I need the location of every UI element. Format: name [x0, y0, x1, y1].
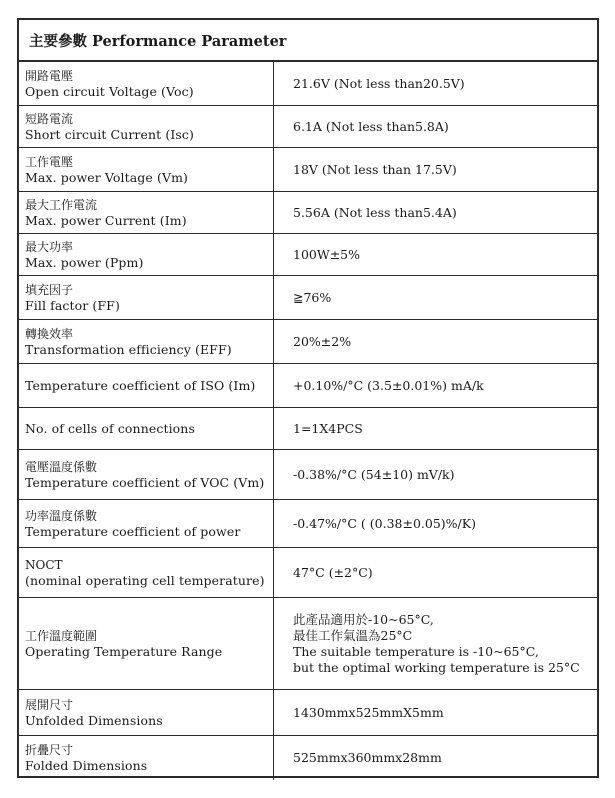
parameter-value — [274, 598, 597, 689]
parameter-label — [19, 148, 274, 191]
parameter-value-line: 20%±2% — [293, 333, 352, 349]
parameter-value-line: 21.6V (Not less than20.5V) — [293, 75, 465, 91]
parameter-value — [274, 148, 597, 191]
parameter-name-en: Short circuit Current (Isc) — [25, 126, 194, 142]
parameter-label — [19, 598, 274, 689]
parameter-name-en: Max. power Current (Im) — [25, 212, 187, 228]
parameter-name-zh: 最大工作電流 — [25, 197, 98, 212]
table-row — [19, 62, 597, 106]
table-row — [19, 106, 597, 148]
table-row — [19, 276, 597, 320]
parameter-name-en: Temperature coefficient of VOC (Vm) — [25, 474, 265, 490]
parameter-value — [274, 364, 597, 407]
parameter-value-line: 最佳工作氣溫為25°C — [293, 627, 413, 643]
parameter-name-en: Folded Dimensions — [25, 758, 148, 773]
table-row — [19, 548, 597, 598]
parameter-value-line: 18V (Not less than 17.5V) — [293, 161, 457, 177]
parameter-name-zh: NOCT — [25, 557, 63, 572]
parameter-name-zh: 工作電壓 — [25, 154, 74, 169]
parameter-name-en: (nominal operating cell temperature) — [25, 572, 265, 588]
parameter-name-zh: 最大功率 — [25, 239, 74, 254]
parameter-name-en: Operating Temperature Range — [25, 643, 223, 659]
parameter-table — [17, 18, 599, 778]
parameter-value — [274, 106, 597, 147]
parameter-value-line: ≧76% — [293, 289, 332, 305]
table-title: 主要參數 Performance Parameter — [19, 20, 597, 62]
parameter-label — [19, 736, 274, 780]
parameter-value — [274, 450, 597, 499]
parameter-label — [19, 106, 274, 147]
table-row — [19, 234, 597, 276]
parameter-label — [19, 500, 274, 547]
table-row — [19, 364, 597, 408]
table-row — [19, 148, 597, 192]
parameter-name-zh: 轉換效率 — [25, 326, 74, 341]
parameter-value-line: -0.38%/°C (54±10) mV/k) — [293, 466, 455, 482]
parameter-name-en: Max. power Voltage (Vm) — [25, 169, 189, 185]
parameter-name-zh: 開路電壓 — [25, 68, 74, 83]
parameter-value — [274, 736, 597, 780]
parameter-value-line: 47°C (±2°C) — [293, 564, 373, 580]
parameter-name-zh: 功率溫度係數 — [25, 508, 98, 523]
table-row — [19, 736, 597, 780]
parameter-name-en: Transformation efficiency (EFF) — [25, 341, 232, 357]
parameter-name-zh: 折疊尺寸 — [25, 743, 74, 757]
parameter-label — [19, 548, 274, 597]
parameter-name-en: Open circuit Voltage (Voc) — [25, 83, 194, 99]
parameter-value — [274, 62, 597, 105]
parameter-label — [19, 364, 274, 407]
parameter-value — [274, 320, 597, 363]
parameter-value-line: 此產品適用於-10~65°C, — [293, 611, 434, 627]
parameter-label — [19, 276, 274, 319]
parameter-name-zh: 展開尺寸 — [25, 697, 74, 712]
parameter-label — [19, 192, 274, 233]
parameter-name-en: Max. power (Ppm) — [25, 254, 144, 270]
table-row — [19, 598, 597, 690]
parameter-name-en: Unfolded Dimensions — [25, 712, 163, 728]
parameter-label — [19, 62, 274, 105]
table-row — [19, 450, 597, 500]
table-row — [19, 500, 597, 548]
table-row — [19, 320, 597, 364]
parameter-value — [274, 500, 597, 547]
parameter-label — [19, 408, 274, 449]
parameter-name-zh: 工作溫度範圍 — [25, 628, 98, 643]
table-body — [19, 62, 597, 780]
parameter-value-line: 1430mmx525mmX5mm — [293, 704, 444, 720]
parameter-value — [274, 276, 597, 319]
parameter-name-en: No. of cells of connections — [25, 420, 195, 436]
parameter-value — [274, 690, 597, 735]
parameter-value-line: 1=1X4PCS — [293, 420, 363, 436]
table-row — [19, 408, 597, 450]
parameter-label — [19, 450, 274, 499]
parameter-value — [274, 192, 597, 233]
parameter-value-line: 6.1A (Not less than5.8A) — [293, 118, 449, 134]
parameter-name-en: Fill factor (FF) — [25, 297, 120, 313]
table-row — [19, 690, 597, 736]
parameter-value-line: 525mmx360mmx28mm — [293, 750, 442, 765]
parameter-label — [19, 320, 274, 363]
parameter-name-en: Temperature coefficient of ISO (Im) — [25, 377, 256, 393]
parameter-value-line: 100W±5% — [293, 246, 361, 262]
parameter-name-zh: 電壓溫度係數 — [25, 459, 98, 474]
parameter-value — [274, 548, 597, 597]
parameter-label — [19, 234, 274, 275]
table-row — [19, 192, 597, 234]
parameter-value-line: but the optimal working temperature is 25°C — [293, 659, 580, 675]
parameter-name-en: Temperature coefficient of power — [25, 523, 241, 539]
parameter-value-line: The suitable temperature is -10~65°C, — [293, 643, 539, 659]
parameter-value-line: 5.56A (Not less than5.4A) — [293, 204, 457, 220]
parameter-value-line: -0.47%/°C ( (0.38±0.05)%/K) — [293, 515, 476, 531]
parameter-name-zh: 短路電流 — [25, 111, 74, 126]
parameter-value-line: +0.10%/°C (3.5±0.01%) mA/k — [293, 377, 484, 393]
parameter-name-zh: 填充因子 — [25, 282, 74, 297]
parameter-value — [274, 408, 597, 449]
parameter-label — [19, 690, 274, 735]
parameter-value — [274, 234, 597, 275]
